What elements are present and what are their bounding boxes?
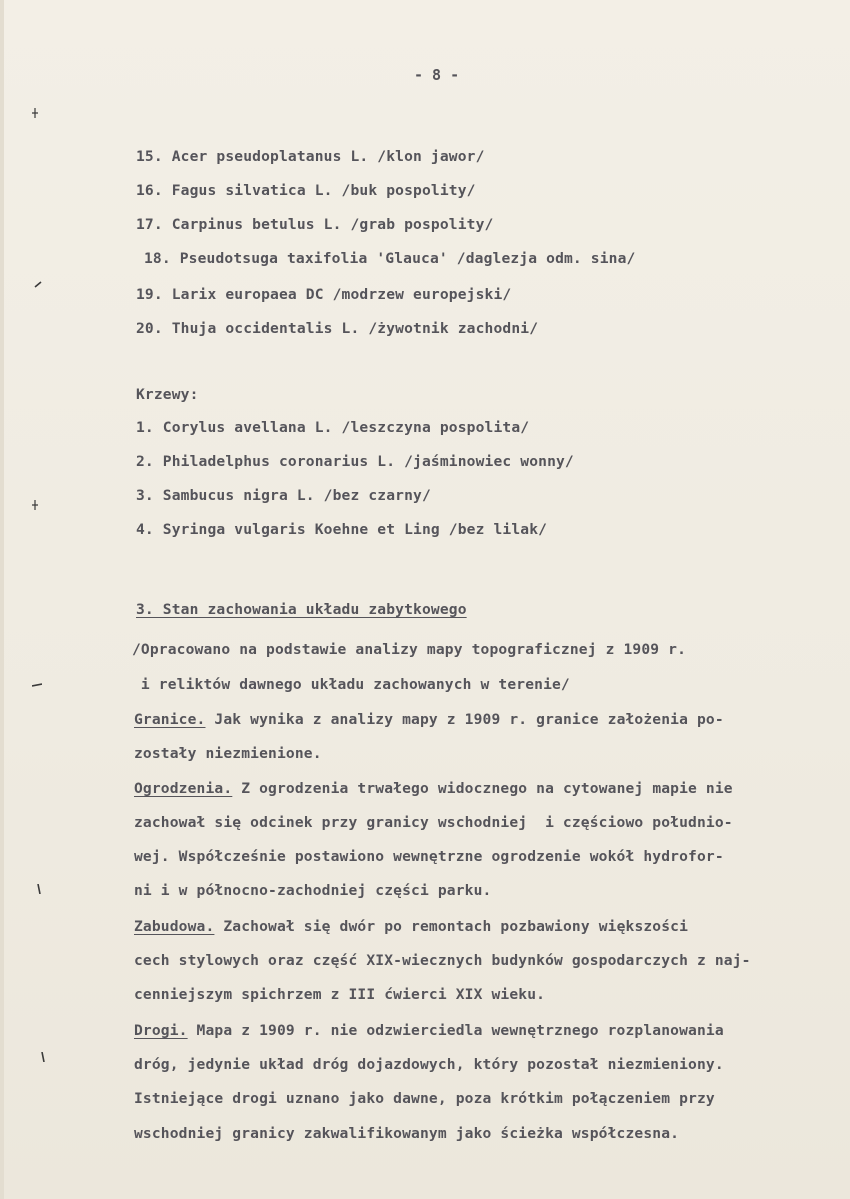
page-number: - 8 - — [414, 66, 460, 84]
margin-mark — [32, 682, 38, 692]
paragraph-line: dróg, jedynie układ dróg dojazdowych, który pozostał niezmieniony. — [134, 1056, 724, 1073]
paragraph-label: Drogi. — [134, 1022, 188, 1039]
paragraph-line — [134, 710, 724, 730]
paragraph-text: Mapa z 1909 r. nie odzwierciedla wewnętrznego rozplanowania — [187, 1022, 724, 1039]
margin-mark — [40, 1052, 46, 1062]
paragraph-label: Ogrodzenia. — [134, 780, 233, 797]
paragraph-text: Jak wynika z analizy mapy z 1909 r. granice założenia po- — [205, 711, 724, 728]
margin-mark — [34, 281, 40, 291]
section-heading: 3. Stan zachowania układu zabytkowego — [136, 601, 467, 618]
paragraph-line: Istniejące drogi uznano jako dawne, poza krótkim połączeniem przy — [134, 1090, 715, 1107]
paragraph-text: Zachował się dwór po remontach pozbawiony większości — [214, 918, 689, 935]
paragraph-line: zostały niezmienione. — [134, 745, 322, 762]
intro-line: /Opracowano na podstawie analizy mapy topograficznej z 1909 r. — [132, 641, 687, 658]
list-item: 1. Corylus avellana L. /leszczyna pospolita/ — [136, 419, 530, 436]
paragraph-line: zachował się odcinek przy granicy wschodniej i częściowo południo- — [134, 814, 733, 831]
paragraph-label: Granice. — [134, 711, 206, 728]
margin-mark — [32, 500, 38, 510]
list-item: 3. Sambucus nigra L. /bez czarny/ — [136, 487, 431, 504]
paragraph-line — [134, 1021, 724, 1041]
paragraph-label: Zabudowa. — [134, 918, 215, 935]
list-item: 16. Fagus silvatica L. /buk pospolity/ — [136, 182, 476, 199]
list-item: 2. Philadelphus coronarius L. /jaśminowiec wonny/ — [136, 453, 574, 470]
list-item: 15. Acer pseudoplatanus L. /klon jawor/ — [136, 148, 485, 165]
page-edge — [0, 0, 4, 1199]
paragraph-line: wschodniej granicy zakwalifikowanym jako ścieżka współczesna. — [134, 1125, 680, 1142]
margin-mark — [32, 108, 38, 118]
list-item: 4. Syringa vulgaris Koehne et Ling /bez lilak/ — [136, 521, 548, 538]
list-item: 19. Larix europaea DC /modrzew europejski/ — [136, 286, 512, 303]
paragraph-line: wej. Współcześnie postawiono wewnętrzne ogrodzenie wokół hydrofor- — [134, 848, 724, 865]
list-item: 18. Pseudotsuga taxifolia 'Glauca' /daglezja odm. sina/ — [144, 250, 636, 267]
paragraph-line: ni i w północno-zachodniej części parku. — [134, 882, 492, 899]
paragraph-line — [134, 917, 688, 937]
paragraph-text: Z ogrodzenia trwałego widocznego na cytowanej mapie nie — [232, 780, 733, 797]
paragraph-line — [134, 779, 733, 799]
shrubs-heading: Krzewy: — [136, 386, 199, 403]
margin-mark — [36, 884, 42, 894]
paragraph-line: cech stylowych oraz część XIX-wiecznych budynków gospodarczych z naj- — [134, 952, 751, 969]
intro-line: i reliktów dawnego układu zachowanych w terenie/ — [132, 676, 570, 693]
paragraph-line: cenniejszym spichrzem z III ćwierci XIX wieku. — [134, 986, 546, 1003]
list-item: 20. Thuja occidentalis L. /żywotnik zachodni/ — [136, 320, 539, 337]
list-item: 17. Carpinus betulus L. /grab pospolity/ — [136, 216, 494, 233]
